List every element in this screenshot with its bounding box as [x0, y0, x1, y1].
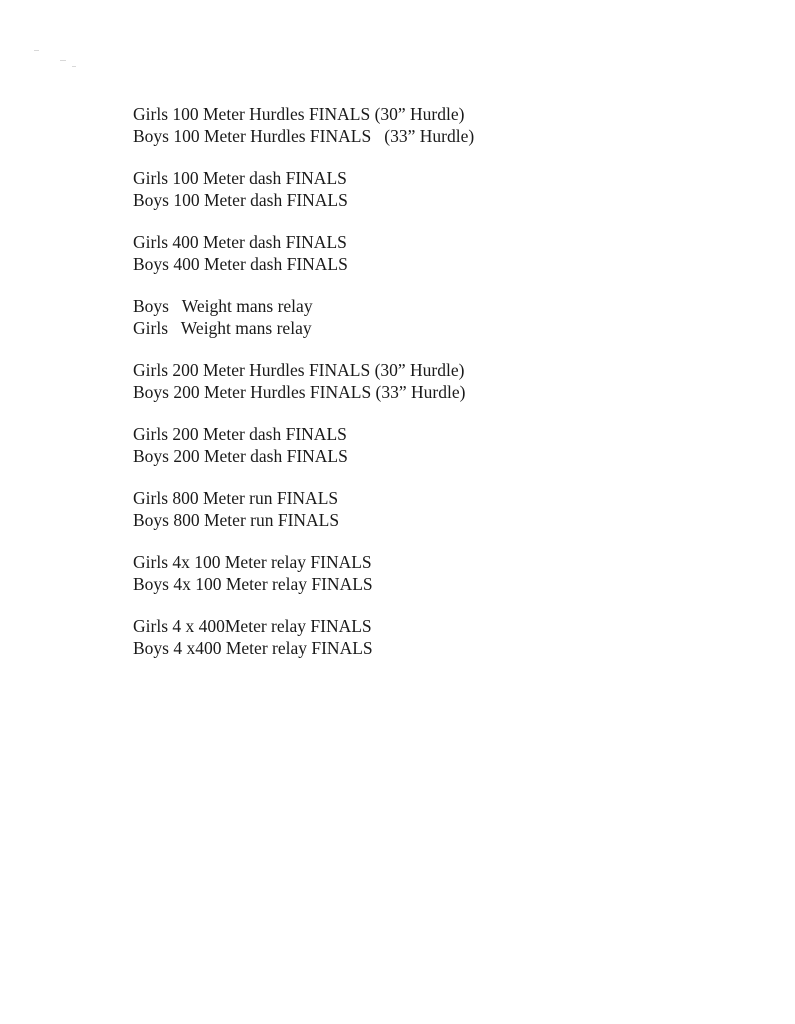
- event-line: Girls Weight mans relay: [133, 318, 312, 338]
- event-list: [133, 103, 733, 679]
- event-line: Girls 4 x 400Meter relay FINALS: [133, 616, 372, 636]
- event-group: [133, 167, 733, 211]
- event-line: Boys 800 Meter run FINALS: [133, 510, 340, 530]
- event-line: Girls 4x 100 Meter relay FINALS: [133, 552, 372, 572]
- scan-speck: [60, 60, 66, 61]
- event-group: [133, 423, 733, 467]
- event-line: Boys 100 Meter Hurdles FINALS (33” Hurdle): [133, 126, 475, 146]
- event-line: Girls 200 Meter Hurdles FINALS (30” Hurdle): [133, 360, 465, 380]
- event-line: Boys 400 Meter dash FINALS: [133, 254, 348, 274]
- scan-speck: [34, 50, 39, 51]
- event-group: [133, 615, 733, 659]
- event-group: [133, 551, 733, 595]
- event-line: Girls 400 Meter dash FINALS: [133, 232, 347, 252]
- event-group: [133, 231, 733, 275]
- event-line: Boys 4 x400 Meter relay FINALS: [133, 638, 373, 658]
- event-group: [133, 487, 733, 531]
- event-line: Girls 200 Meter dash FINALS: [133, 424, 347, 444]
- event-line: Boys 100 Meter dash FINALS: [133, 190, 348, 210]
- event-line: Girls 100 Meter dash FINALS: [133, 168, 347, 188]
- scan-speck: [72, 66, 76, 67]
- event-line: Boys 4x 100 Meter relay FINALS: [133, 574, 373, 594]
- event-group: [133, 359, 733, 403]
- event-line: Boys Weight mans relay: [133, 296, 313, 316]
- event-line: Boys 200 Meter dash FINALS: [133, 446, 348, 466]
- event-line: Girls 800 Meter run FINALS: [133, 488, 339, 508]
- event-line: Girls 100 Meter Hurdles FINALS (30” Hurdle): [133, 104, 465, 124]
- event-group: [133, 295, 733, 339]
- event-line: Boys 200 Meter Hurdles FINALS (33” Hurdle): [133, 382, 466, 402]
- event-group: [133, 103, 733, 147]
